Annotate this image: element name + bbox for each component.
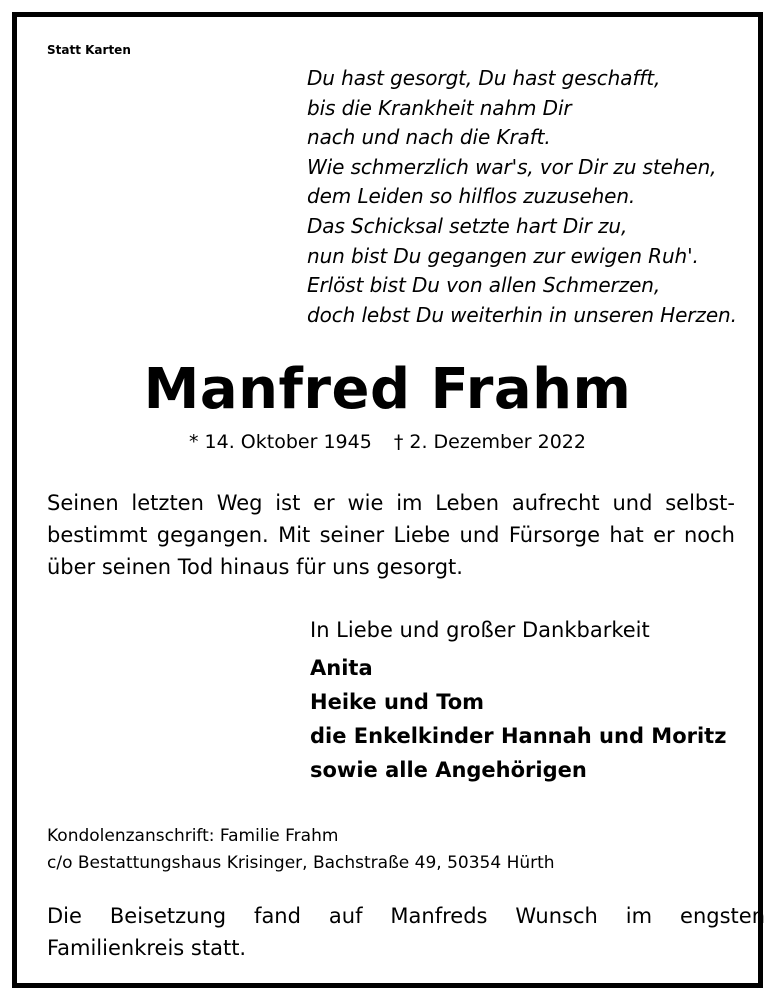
deceased-name: Manfred Frahm bbox=[143, 357, 632, 422]
condolence-line: Kondolenzanschrift: Familie Frahm bbox=[47, 826, 339, 846]
intro-line: Seinen letzten Weg ist er wie im Leben aufrecht und selbst- bbox=[47, 491, 735, 515]
poem-line: Du hast gesorgt, Du hast geschafft, bbox=[307, 66, 661, 90]
poem-line: Erlöst bist Du von allen Schmerzen, bbox=[307, 273, 661, 298]
mourner-name: Heike und Tom bbox=[310, 690, 485, 714]
poem bbox=[307, 64, 737, 330]
death-date: † 2. Dezember 2022 bbox=[393, 431, 586, 453]
obituary-frame bbox=[12, 12, 763, 988]
poem-line: Wie schmerzlich war's, vor Dir zu stehen, bbox=[307, 154, 717, 179]
mourners-list bbox=[310, 651, 726, 787]
intro-line: über seinen Tod hinaus für uns gesorgt. bbox=[47, 555, 463, 579]
statt-karten-label: Statt Karten bbox=[47, 43, 131, 57]
poem-line: dem Leiden so hilflos zuzusehen. bbox=[307, 184, 636, 209]
mourners-intro: In Liebe und großer Dankbarkeit bbox=[310, 618, 650, 642]
closing-line: Die Beisetzung fand auf Manfreds Wunsch im engsten bbox=[47, 904, 765, 928]
closing-line: Familienkreis statt. bbox=[47, 936, 247, 960]
closing-text bbox=[47, 900, 765, 964]
poem-line: bis die Krankheit nahm Dir bbox=[307, 95, 572, 120]
mourner-name: Anita bbox=[310, 656, 373, 680]
life-dates bbox=[17, 429, 758, 455]
mourner-name: sowie alle Angehörigen bbox=[310, 758, 587, 782]
intro-line: bestimmt gegangen. Mit seiner Liebe und Fürsorge hat er noch bbox=[47, 523, 735, 547]
poem-line: nun bist Du gegangen zur ewigen Ruh'. bbox=[307, 243, 699, 268]
poem-line: nach und nach die Kraft. bbox=[307, 125, 551, 150]
intro-text bbox=[47, 487, 735, 583]
birth-date: * 14. Oktober 1945 bbox=[189, 431, 372, 453]
condolence-address bbox=[47, 823, 555, 877]
poem-line: doch lebst Du weiterhin in unseren Herzen. bbox=[307, 302, 737, 327]
mourner-name: die Enkelkinder Hannah und Moritz bbox=[310, 724, 727, 748]
condolence-line: c/o Bestattungshaus Krisinger, Bachstraße 49, 50354 Hürth bbox=[47, 853, 555, 873]
poem-line: Das Schicksal setzte hart Dir zu, bbox=[307, 213, 628, 238]
